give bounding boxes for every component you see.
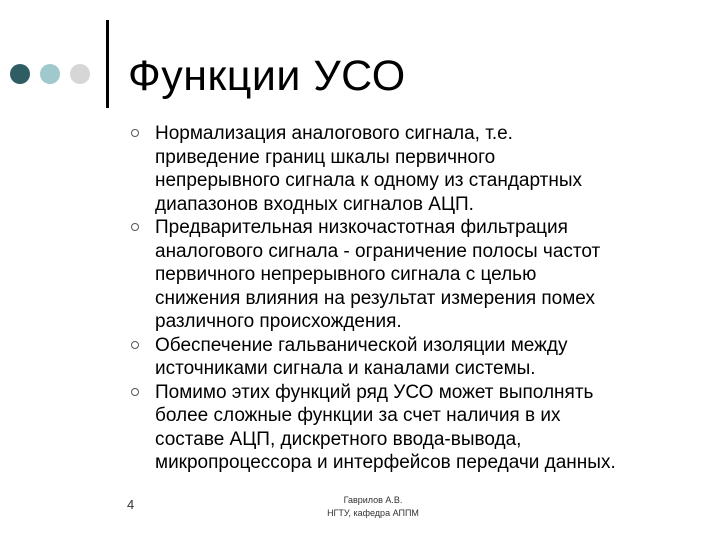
bullet-item (128, 122, 698, 216)
footer-author: Гаврилов А.В. (343, 495, 403, 505)
page-number: 4 (127, 497, 135, 512)
bullet-circle-icon (131, 129, 139, 137)
bullet-text: Обеспечение гальванической изоляции между источниками сигнала и каналами системы. (155, 334, 568, 379)
bullet-list (128, 122, 698, 475)
bullet-circle-icon (131, 388, 139, 396)
title-divider (106, 20, 109, 108)
bullet-item (128, 381, 698, 475)
dot-dark (10, 64, 30, 84)
bullet-item (128, 334, 698, 381)
dot-mid (40, 64, 60, 84)
bullet-text: Предварительная низкочастотная фильтрация аналогового сигнала - ограничение полосы частот первичного непрерывного сигнала с целью снижения влияния на результат измерения помех различного происхождения. (155, 217, 601, 332)
dot-light (70, 64, 90, 84)
bullet-text: Нормализация аналогового сигнала, т.е. приведение границ шкалы первичного непрерывного сигнала к одному из стандартных диапазонов входных сигналов АЦП. (155, 123, 582, 215)
footer-affiliation: НГТУ, кафедра АППМ (327, 508, 419, 518)
bullet-circle-icon (131, 223, 139, 231)
decorative-dots (10, 64, 100, 84)
bullet-circle-icon (131, 341, 139, 349)
bullet-text: Помимо этих функций ряд УСО может выполнять более сложные функции за счет наличия в их составе АЦП, дискретного ввода-вывода, микропроцессора и интерфейсов передачи данных. (155, 381, 616, 473)
slide-title: Функции УСО (128, 52, 406, 100)
footer (300, 494, 446, 520)
bullet-item (128, 216, 698, 334)
